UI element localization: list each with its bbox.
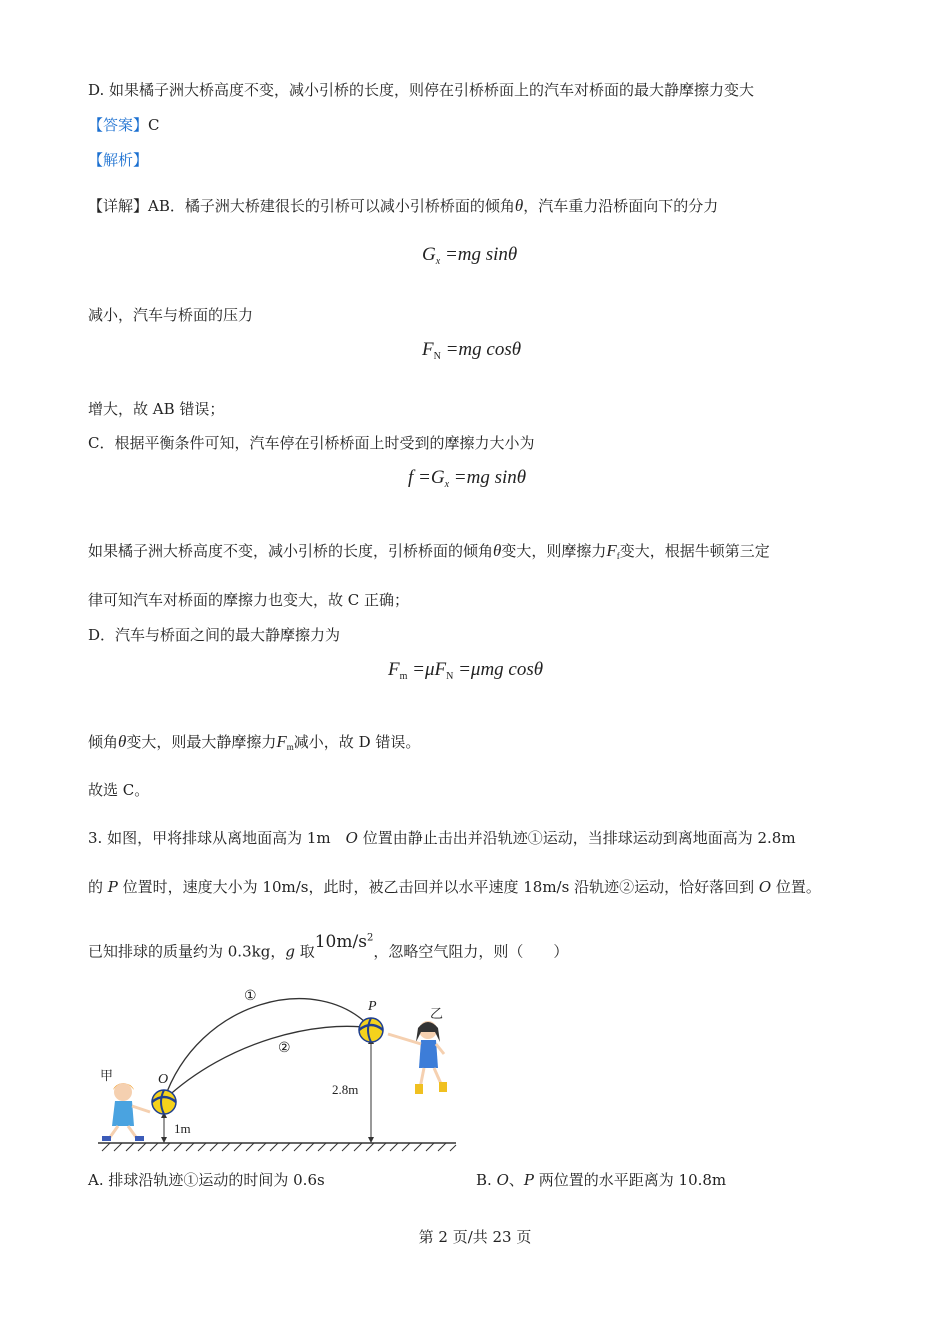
question3-line2: 的 P 位置时，速度大小为 10m/s，此时，被乙击回并以水平速度 18m/s 沿轨迹②运动，恰好落回到 O 位置。 bbox=[88, 878, 821, 896]
question3-line3: 已知排球的质量约为 0.3kg，g 取$10m/s^2$，忽略空气阻力，则（ ） bbox=[88, 931, 569, 961]
volleyball-figure bbox=[88, 980, 468, 1155]
theta-symbol: θ bbox=[493, 541, 502, 560]
volleyball-p bbox=[359, 1018, 383, 1042]
answer-line bbox=[88, 115, 160, 135]
detail-d-text bbox=[88, 732, 420, 757]
detail-c-intro: C．根据平衡条件可知，汽车停在引桥桥面上时受到的摩擦力大小为 bbox=[88, 434, 535, 452]
equation-fn: $F_N =mg$ cosθ bbox=[422, 339, 522, 362]
analysis-tag: 【解析】 bbox=[88, 151, 149, 169]
detail-tag: 【详解】 bbox=[88, 197, 149, 215]
label-path-1: ① bbox=[244, 989, 257, 1004]
detail-d-text-c: 减小，故 D 错误。 bbox=[293, 733, 421, 751]
option-b: B. O、P 两位置的水平距离为 10.8m bbox=[476, 1171, 727, 1189]
detail-c-text1-a: 如果橘子洲大桥高度不变，减小引桥的长度，引桥桥面的倾角 bbox=[88, 542, 494, 560]
volleyball-o bbox=[152, 1090, 176, 1114]
detail-d-intro: D．汽车与桥面之间的最大静摩擦力为 bbox=[88, 626, 341, 644]
option-a: A. 排球沿轨迹①运动的时间为 0.6s bbox=[88, 1171, 325, 1189]
answer-tag: 【答案】 bbox=[88, 116, 149, 134]
label-jia: 甲 bbox=[100, 1068, 114, 1083]
detail-ab-text-b: ，汽车重力沿桥面向下的分力 bbox=[523, 197, 719, 215]
g-value: $10m/s^2$ bbox=[314, 931, 374, 952]
fm-symbol: Fm bbox=[276, 732, 294, 752]
detail-ab-increase: 增大，故 AB 错误； bbox=[88, 400, 225, 418]
detail-c-text1-c: 变大，根据牛顿第三定 bbox=[619, 542, 770, 560]
ground-hatching bbox=[102, 1143, 456, 1151]
detail-ab-decrease: 减小，汽车与桥面的压力 bbox=[88, 306, 254, 324]
label-p: P bbox=[368, 999, 377, 1014]
player-yi-illustration bbox=[388, 1021, 447, 1094]
answer-value: C bbox=[148, 116, 160, 134]
detail-conclusion: 故选 C。 bbox=[88, 781, 150, 799]
detail-d-text-a: 倾角 bbox=[88, 733, 119, 751]
theta-symbol: θ bbox=[514, 196, 524, 215]
option-d-text: D. 如果橘子洲大桥高度不变，减小引桥的长度，则停在引桥桥面上的汽车对桥面的最大静摩擦力变大 bbox=[88, 81, 755, 99]
equation-f: $f =G_x =mg$ sinθ bbox=[408, 467, 527, 490]
page-footer: 第 2 页/共 23 页 bbox=[418, 1228, 532, 1246]
equation-gx: $G_x =mg$ sinθ bbox=[422, 244, 518, 267]
label-height-p: 2.8m bbox=[332, 1082, 359, 1097]
detail-d-text-b: 变大，则最大静摩擦力 bbox=[126, 733, 277, 751]
label-o: O bbox=[158, 1072, 169, 1087]
detail-c-text1-b: 变大，则摩擦力 bbox=[501, 542, 607, 560]
theta-symbol: θ bbox=[118, 732, 127, 751]
detail-ab-text-a: AB．橘子洲大桥建很长的引桥可以减小引桥桥面的倾角 bbox=[148, 197, 515, 215]
detail-c-text2: 律可知汽车对桥面的摩擦力也变大，故 C 正确； bbox=[88, 591, 410, 609]
detail-c-text1 bbox=[88, 541, 770, 566]
question3-line1: 3. 如图，甲将排球从离地面高为 1m O 位置由静止击出并沿轨迹①运动，当排球运动到离地面高为 2.8m bbox=[88, 829, 796, 847]
label-path-2: ② bbox=[278, 1041, 291, 1056]
label-height-o: 1m bbox=[174, 1121, 191, 1136]
label-yi: 乙 bbox=[430, 1006, 444, 1021]
detail-ab-intro bbox=[88, 196, 718, 216]
player-jia-illustration bbox=[102, 1083, 150, 1141]
ff-symbol: Ff bbox=[606, 541, 620, 561]
equation-fm: $F_m =\mu F_N =\mu mg$ cosθ bbox=[388, 659, 544, 682]
